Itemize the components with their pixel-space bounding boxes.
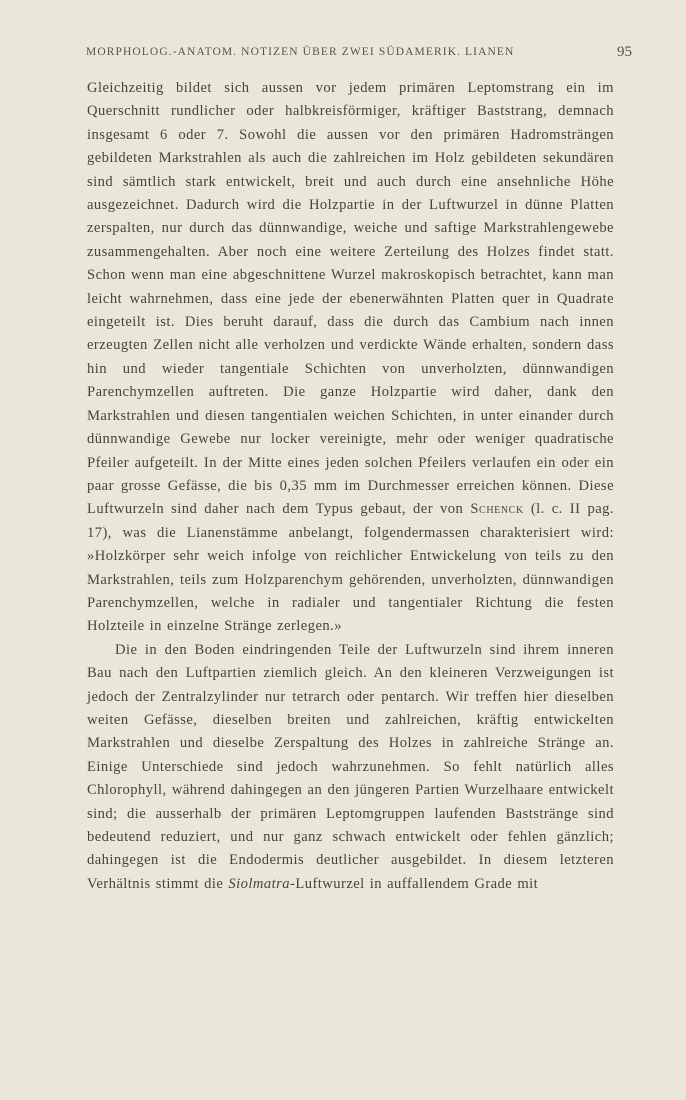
body-text <box>87 77 614 896</box>
running-head-title: MORPHOLOG.-ANATOM. NOTIZEN ÜBER ZWEI SÜDAMERIK. LIANEN <box>86 46 515 58</box>
page-number: 95 <box>617 44 632 60</box>
genus-name-siolmatra: Siolmatra <box>228 875 291 892</box>
author-name-schenck: Schenck <box>470 501 524 518</box>
paragraph-1-text-a: Gleichzeitig bildet sich aussen vor jedem primären Leptomstrang ein im Querschnitt rundlicher oder halbkreisförmiger, kräftiger Baststrang, demnach insgesamt 6 oder 7. Sowohl die aussen vor den primären Hadromsträngen gebildeten Markstrahlen als auch die zahlreichen im Holz gebildeten sekundären sind sämtlich stark entwickelt, breit und auch durch eine ansehnliche Höhe ausgezeichnet. Dadurch wird die Holzpartie in der Luftwurzel in dünne Platten zerspalten, nur durch das dünnwandige, weiche und saftige Markstrahlengewebe zusammengehalten. Aber noch eine weitere Zerteilung des Holzes findet statt. Schon wenn man eine abgeschnittene Wurzel makroskopisch betrachtet, kann man leicht wahrnehmen, dass eine jede der ebenerwähnten Platten quer in Quadrate eingeteilt ist. Dies beruht darauf, dass die durch das Cambium nach innen erzeugten Zellen nicht alle verholzen und verdickte Wände erhalten, sondern dass hin und wieder tangentiale Schichten von unverholzten, dünnwandigen Parenchymzellen auftreten. Die ganze Holzpartie wird daher, dank den Markstrahlen und diesen tangentialen weichen Schichten, in unter einander durch dünnwandige Gewebe nur locker vereinigte, mehr oder weniger quadratische Pfeiler aufgeteilt. In der Mitte eines jeden solchen Pfeilers verlaufen ein oder ein paar grosse Gefässe, die bis 0,35 mm im Durchmesser erreichen können. Diese Luftwurzeln sind daher nach dem Typus gebaut, der von <box>87 80 614 518</box>
running-head <box>86 44 632 60</box>
paragraph-2 <box>87 639 614 896</box>
paragraph-1-text-b: (l. c. II pag. 17), was die Lianenstämme anbelangt, folgendermassen charakterisiert wird: »Holzkörper sehr weich infolge von reichlicher Entwickelung von teils zu den Markstrahlen, teils zum Holzparenchym gehörenden, unverholzten, dünnwandigen Parenchymzellen, welche in radialer und tangentialer Richtung die festen Holzteile in einzelne Stränge zerlegen.» <box>87 501 614 635</box>
paragraph-1 <box>87 77 614 639</box>
paragraph-2-text-a: Die in den Boden eindringenden Teile der Luftwurzeln sind ihrem inneren Bau nach den Luftpartien ziemlich gleich. An den kleineren Verzweigungen ist jedoch der Zentralzylinder nur tetrarch oder pentarch. Wir treffen hier dieselben weiten Gefässe, dieselben breiten und zahlreichen, kräftig entwickelten Markstrahlen und dieselbe Zerspaltung des Holzes in zahlreiche Stränge an. Einige Unterschiede sind jedoch wahrzunehmen. So fehlt natürlich alles Chlorophyll, während dahingegen an den jüngeren Partien Wurzelhaare entwickelt sind; die ausserhalb der primären Leptomgruppen laufenden Baststränge sind bedeutend reduziert, und nur ganz schwach entwickelt oder fehlen gänzlich; dahingegen ist die Endodermis deutlicher ausgebildet. In diesem letzteren Verhältnis stimmt die <box>87 641 614 892</box>
paragraph-2-text-b: -Luftwurzel in auffallendem Grade mit <box>290 875 539 892</box>
